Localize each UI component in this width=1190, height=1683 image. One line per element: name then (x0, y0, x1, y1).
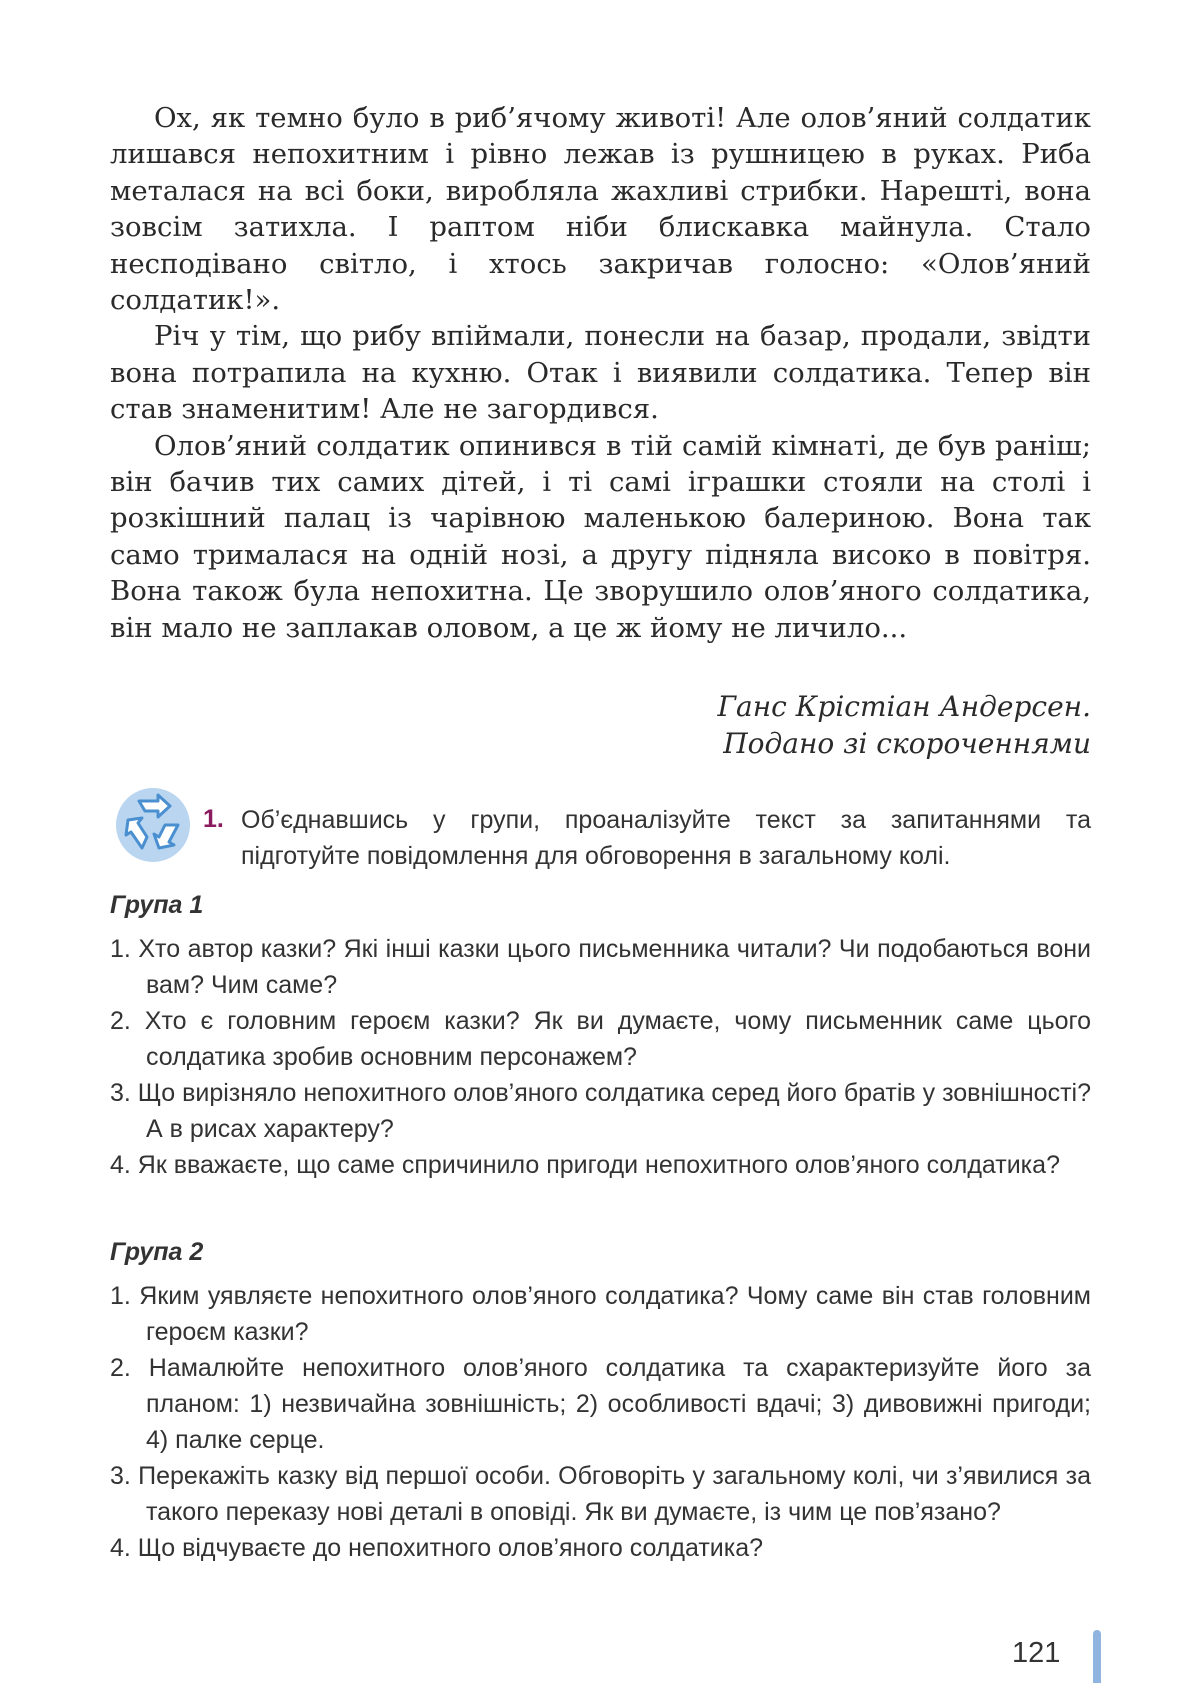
task-number: 1. (203, 805, 224, 833)
page-number: 121 (1012, 1637, 1061, 1669)
story-paragraph-2: Річ у тім, що рибу впіймали, понесли на базар, продали, звідти вона потрапила на кухню. Отак і виявили солдатика. Тепер він став знаменитим! Але не загордився. (110, 320, 1091, 426)
author-name: Ганс Крістіан Андерсен. (717, 690, 1091, 723)
list-item: 3. Що вирізняло непохитного олов’яного солдатика серед його братів у зовнішності? А в рисах характеру? (110, 1079, 1091, 1143)
group-1-questions (110, 931, 1091, 1183)
group-work-arrows-icon (112, 785, 194, 865)
list-item: 2. Намалюйте непохитного олов’яного солдатика та схарактеризуйте його за планом: 1) незвичайна зовнішність; 2) особливості вдачі; 3) дивовижні пригоди; 4) палке серце. (110, 1354, 1091, 1454)
group-2-title: Група 2 (110, 1238, 204, 1266)
abridged-note: Подано зі скороченнями (723, 727, 1091, 760)
group-2-questions (110, 1278, 1091, 1566)
attribution (491, 688, 1091, 762)
list-item: 1. Яким уявляєте непохитного олов’яного солдатика? Чому саме він став головним героєм казки? (110, 1282, 1091, 1346)
list-item: 2. Хто є головним героєм казки? Як ви думаєте, чому письменник саме цього солдатика зробив основним персонажем? (110, 1007, 1091, 1071)
list-item: 4. Як вважаєте, що саме спричинило пригоди непохитного олов’яного солдатика? (110, 1151, 1060, 1179)
task-text: Об’єднавшись у групи, проаналізуйте текст за запитаннями та підготуйте повідомлення для обговорення в загальному колі. (241, 806, 1091, 870)
group-1-title: Група 1 (110, 891, 204, 919)
story-text (110, 100, 1091, 646)
page-tab-marker (1093, 1630, 1101, 1683)
list-item: 4. Що відчуваєте до непохитного олов’яного солдатика? (110, 1534, 764, 1562)
list-item: 1. Хто автор казки? Які інші казки цього письменника читали? Чи подобаються вони вам? Чим саме? (110, 935, 1091, 999)
story-paragraph-3: Олов’яний солдатик опинився в тій самій кімнаті, де був раніш; він бачив тих самих дітей, і ті самі іграшки стояли на столі і розкішний палац із чарівною маленькою балериною. Вона так само трималася на одній нозі, а другу підняла високо в повітря. Вона також була непохитна. Це зворушило олов’яного солдатика, він мало не заплакав оловом, а це ж йому не личило... (110, 429, 1091, 644)
list-item: 3. Перекажіть казку від першої особи. Обговоріть у загальному колі, чи з’явилися за такого переказу нові деталі в оповіді. Як ви думаєте, із чим це пов’язано? (110, 1462, 1091, 1526)
story-paragraph-1: Ох, як темно було в риб’ячому животі! Але олов’яний солдатик лишався непохитним і рівно лежав із рушницею в руках. Риба металася на всі боки, виробляла жахливі стрибки. Нарешті, вона зовсім затихла. І раптом ніби блискавка майнула. Стало несподівано світло, і хтось закричав голосно: «Олов’яний солдатик!». (110, 102, 1091, 317)
